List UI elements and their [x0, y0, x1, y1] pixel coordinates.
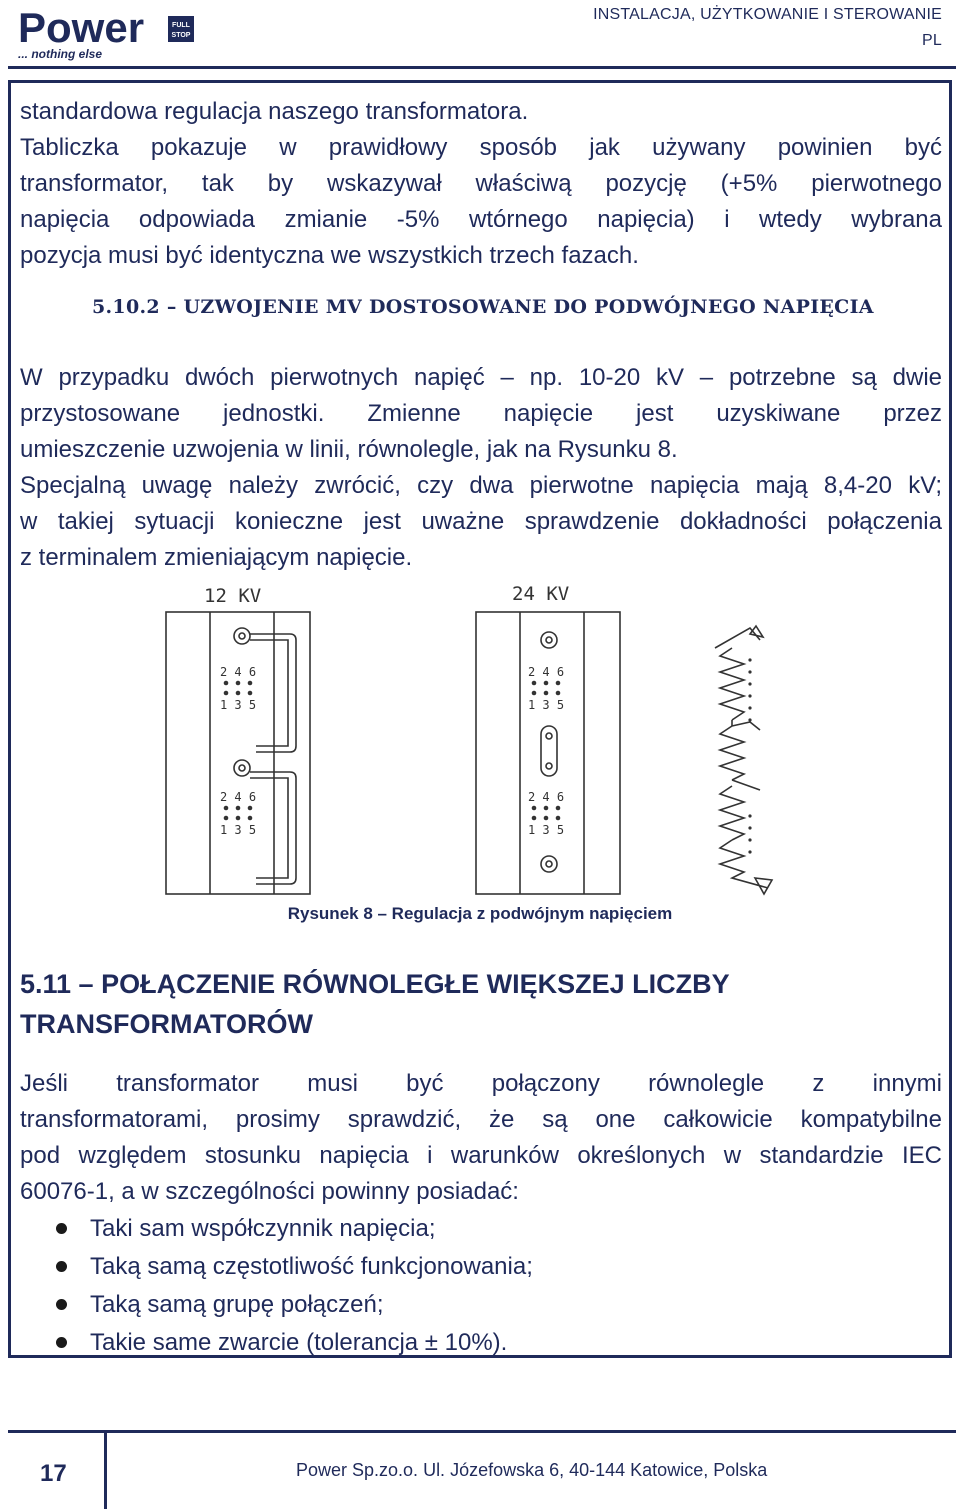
panel-24kv-label: 24 KV: [512, 583, 570, 605]
list-item: [20, 1286, 533, 1324]
list-item: [20, 1248, 533, 1286]
winding-schematic: [715, 626, 772, 894]
panel-24kv: [476, 612, 620, 894]
body1-line: Specjalną uwagę należy zwrócić, czy dwa pierwotne napięcia mają 8,4-20 kV;: [20, 472, 942, 499]
section-heading: [20, 964, 920, 1044]
bullet-icon: [56, 1223, 67, 1234]
requirements-list: [20, 1210, 533, 1362]
list-item: [20, 1324, 533, 1362]
bullet-icon: [56, 1261, 67, 1272]
body2-line: pod względem stosunku napięcia i warunków określonych w standardzie IEC: [20, 1142, 942, 1169]
list-item: [20, 1210, 533, 1248]
body-paragraph-2: [20, 1066, 942, 1210]
bullet-icon: [56, 1299, 67, 1310]
terminal-digits-bottom: 1 3 5: [527, 698, 565, 712]
body2-line: transformatorami, prosimy sprawdzić, że są one całkowicie kompatybilne: [20, 1106, 942, 1133]
list-item-text: Taką samą grupę połączeń;: [90, 1291, 384, 1318]
panel-12kv: [166, 612, 310, 894]
body1-line: umieszczenie uzwojenia w linii, równolegle, jak na Rysunku 8.: [20, 436, 678, 463]
footer-divider: [8, 1430, 956, 1433]
intro-line: Tabliczka pokazuje w prawidłowy sposób jak używany powinien być: [20, 134, 942, 161]
link-bar-bottom: [250, 772, 296, 884]
terminal-digits-top: 2 4 6: [527, 790, 565, 804]
subsection-heading: 5.10.2 – UZWOJENIE MV DOSTOSOWANE DO PODWÓJNEGO NAPIĘCIA: [92, 296, 874, 318]
intro-line: napięcia odpowiada zmianie -5% wtórnego napięcia) i wtedy wybrana: [20, 206, 942, 233]
header-language: PL: [922, 32, 942, 49]
intro-line: pozycja musi być identyczna we wszystkich trzech fazach.: [20, 242, 639, 269]
terminal-digits-bottom: 1 3 5: [219, 698, 257, 712]
panel-24kv-frame: [476, 612, 620, 894]
body2-line: Jeśli transformator musi być połączony równolegle z innymi: [20, 1070, 942, 1097]
terminal-digits-top: 2 4 6: [527, 665, 565, 679]
section-heading-line: 5.11 – POŁĄCZENIE RÓWNOLEGŁE WIĘKSZEJ LICZBY: [20, 969, 730, 999]
body1-line: z terminalem zmieniającym napięcie.: [20, 544, 413, 571]
logo-badge-top: FULL: [172, 22, 190, 29]
intro-line: transformator, tak by wskazywał właściwą pozycję (+5% pierwotnego: [20, 170, 942, 197]
bullet-icon: [56, 1337, 67, 1348]
logo-badge-bottom: STOP: [171, 32, 191, 39]
body1-line: przystosowane jednostki. Zmienne napięcie jest uzyskiwane przez: [20, 400, 942, 427]
link-bar-top: [250, 634, 296, 752]
header-section-title: INSTALACJA, UŻYTKOWANIE I STEROWANIE: [593, 6, 942, 23]
header-divider: [8, 66, 956, 69]
footer-separator: [104, 1431, 107, 1509]
terminal-digits-top: 2 4 6: [219, 790, 257, 804]
terminal-digits-bottom: 1 3 5: [219, 823, 257, 837]
body-paragraph-1: [20, 360, 942, 576]
page-number: 17: [40, 1460, 67, 1487]
logo-tagline: ... nothing else: [18, 47, 103, 61]
intro-paragraph: [20, 94, 942, 274]
body1-line: W przypadku dwóch pierwotnych napięć – np. 10-20 kV – potrzebne są dwie: [20, 364, 942, 391]
terminal-digits-bottom: 1 3 5: [527, 823, 565, 837]
intro-line: standardowa regulacja naszego transformatora.: [20, 98, 529, 125]
figure-caption: Rysunek 8 – Regulacja z podwójnym napięciem: [287, 904, 673, 923]
list-item-text: Taką samą częstotliwość funkcjonowania;: [90, 1253, 533, 1280]
list-item-text: Taki sam współczynnik napięcia;: [90, 1215, 436, 1242]
body1-line: w takiej sytuacji konieczne jest uważne sprawdzenie dokładności połączenia: [20, 508, 942, 535]
list-item-text: Takie same zwarcie (tolerancja ± 10%).: [90, 1329, 508, 1356]
dual-voltage-diagram: [160, 576, 800, 906]
footer-address: Power Sp.zo.o. Ul. Józefowska 6, 40-144 Katowice, Polska: [296, 1460, 768, 1480]
body2-line: 60076-1, a w szczególności powinny posiadać:: [20, 1178, 519, 1205]
panel-12kv-label: 12 KV: [204, 585, 262, 607]
section-heading-line: TRANSFORMATORÓW: [20, 1009, 313, 1039]
terminal-digits-top: 2 4 6: [219, 665, 257, 679]
logo-wordmark: Power: [18, 4, 145, 51]
company-logo: [18, 4, 198, 64]
